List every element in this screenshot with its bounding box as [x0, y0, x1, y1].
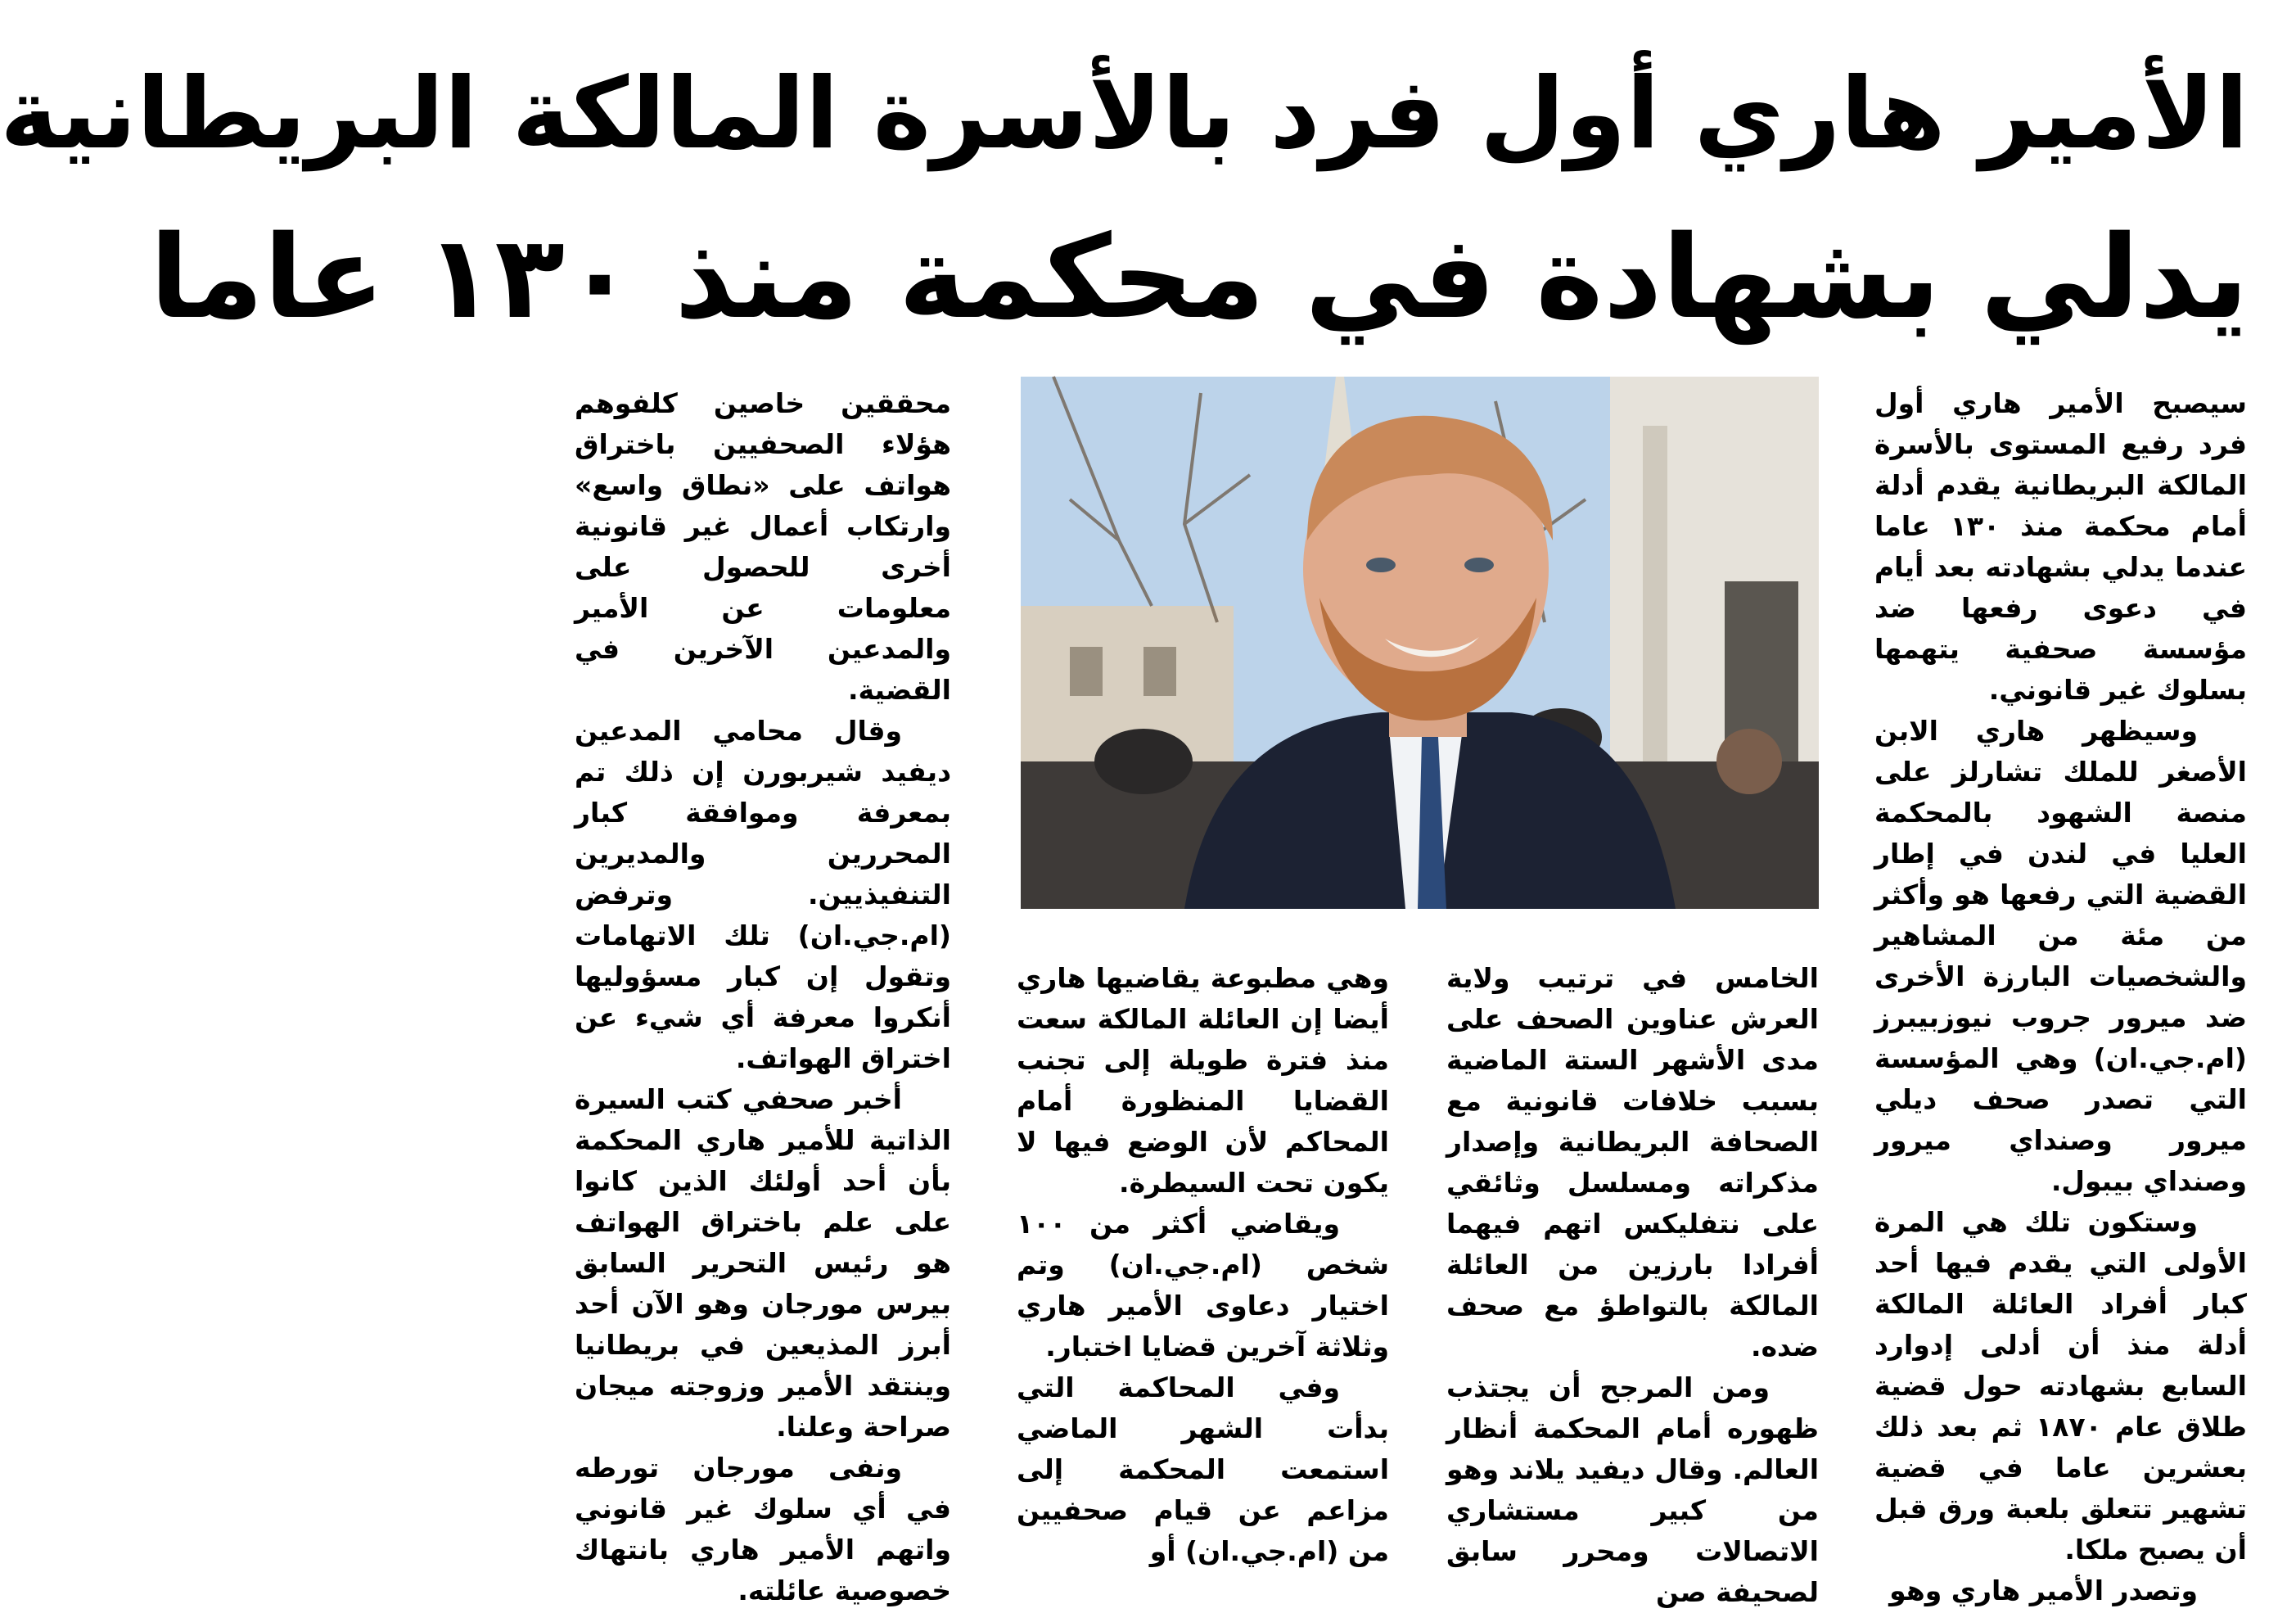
paragraph: محققين خاصين كلفوهم هؤلاء الصحفيين باختراق هواتف على «نطاق واسع» وارتكاب أعمال غير قانونية أخرى للحصول على معلومات عن الأمير والمدعين الآخرين في القضية. [575, 387, 951, 706]
paragraph: وسيظهر هاري الابن الأصغر للملك تشارلز على منصة الشهود بالمحكمة العليا في لندن في إطار القضية التي رفعها هو وأكثر من مئة من المشاهير والشخصيات البارزة الأخرى ضد ميرور جروب نيوزبيبرز (ام.جي.ان) وهي المؤسسة التي تصدر صحف ديلي ميرور وصنداي ميرور وصنداي بيبول. [1874, 715, 2247, 1197]
article-column-left [575, 383, 951, 1606]
article-photo [1021, 377, 1819, 909]
paragraph: أخبر صحفي كتب السيرة الذاتية للأمير هاري المحكمة بأن أحد أولئك الذين كانوا على علم باختراق الهواتف هو رئيس التحرير السابق بيرس مورجان وهو الآن أحد أبرز المذيعين في بريطانيا وينتقد الأمير وزوجته ميجان صراحة وعلنا. [575, 1083, 951, 1443]
headline-line-1: الأمير هاري أول فرد بالأسرة المالكة البريطانية [0, 57, 2249, 171]
paragraph: وتصدر الأمير هاري وهو [1889, 1575, 2198, 1606]
headline-line-2: يدلي بشهادة في محكمة منذ ١٣٠ عاما [149, 211, 2249, 345]
paragraph: ونفى مورجان تورطه في أي سلوك غير قانوني واتهم الأمير هاري بانتهاك خصوصية عائلته. [575, 1452, 951, 1606]
article-column-middle-right [1446, 958, 1819, 1608]
paragraph: ومن المرجح أن يجتذب ظهوره أمام المحكمة أنظار العالم. وقال ديفيد يلاند وهو من كبير مستشاري الاتصالات ومحرر سابق لصحيفة صن [1446, 1371, 1819, 1608]
photo-illustration [1021, 377, 1819, 909]
paragraph: وستكون تلك هي المرة الأولى التي يقدم فيها أحد كبار أفراد العائلة المالكة أدلة منذ أن أدلى إدوارد السابع بشهادته حول قضية طلاق عام ١٨٧٠ ثم بعد ذلك بعشرين عاما في قضية تشهير تتعلق بلعبة ورق قبل أن يصبح ملكا. [1874, 1206, 2247, 1566]
paragraph: وفي المحاكمة التي بدأت الشهر الماضي استمعت المحكمة إلى مزاعم عن قيام صحفيين من (ام.جي.ان) أو [1017, 1371, 1389, 1567]
paragraph: الخامس في ترتيب ولاية العرش عناوين الصحف على مدى الأشهر الستة الماضية بسبب خلافات قانونية مع الصحافة البريطانية وإصدار مذكراته ومسلسل وثائقي على نتفليكس اتهم فيهما أفرادا بارزين من العائلة المالكة بالتواطؤ مع صحف ضده. [1446, 962, 1819, 1362]
paragraph: سيصبح الأمير هاري أول فرد رفيع المستوى بالأسرة المالكة البريطانية يقدم أدلة أمام محكمة منذ ١٣٠ عاما عندما يدلي بشهادته بعد أيام في دعوى رفعها ضد مؤسسة صحفية يتهمها بسلوك غير قانوني. [1874, 387, 2247, 706]
paragraph: ويقاضي أكثر من ١٠٠ شخص (ام.جي.ان) وتم اختيار دعاوى الأمير هاري وثلاثة آخرين قضايا اختبار. [1017, 1208, 1389, 1362]
article-column-middle-left [1017, 958, 1389, 1567]
paragraph: وهي مطبوعة يقاضيها هاري أيضا إن العائلة المالكة سعت منذ فترة طويلة إلى تجنب القضايا المنظورة أمام المحاكم لأن الوضع فيها لا يكون تحت السيطرة. [1017, 962, 1389, 1199]
paragraph: وقال محامي المدعين ديفيد شيربورن إن ذلك تم بمعرفة وموافقة كبار المحررين والمديرين التنفيذيين. وترفض (ام.جي.ان) تلك الاتهامات وتقول إن كبار مسؤوليها أنكروا معرفة أي شيء عن اختراق الهواتف. [575, 715, 951, 1074]
article-column-right [1874, 383, 2247, 1606]
